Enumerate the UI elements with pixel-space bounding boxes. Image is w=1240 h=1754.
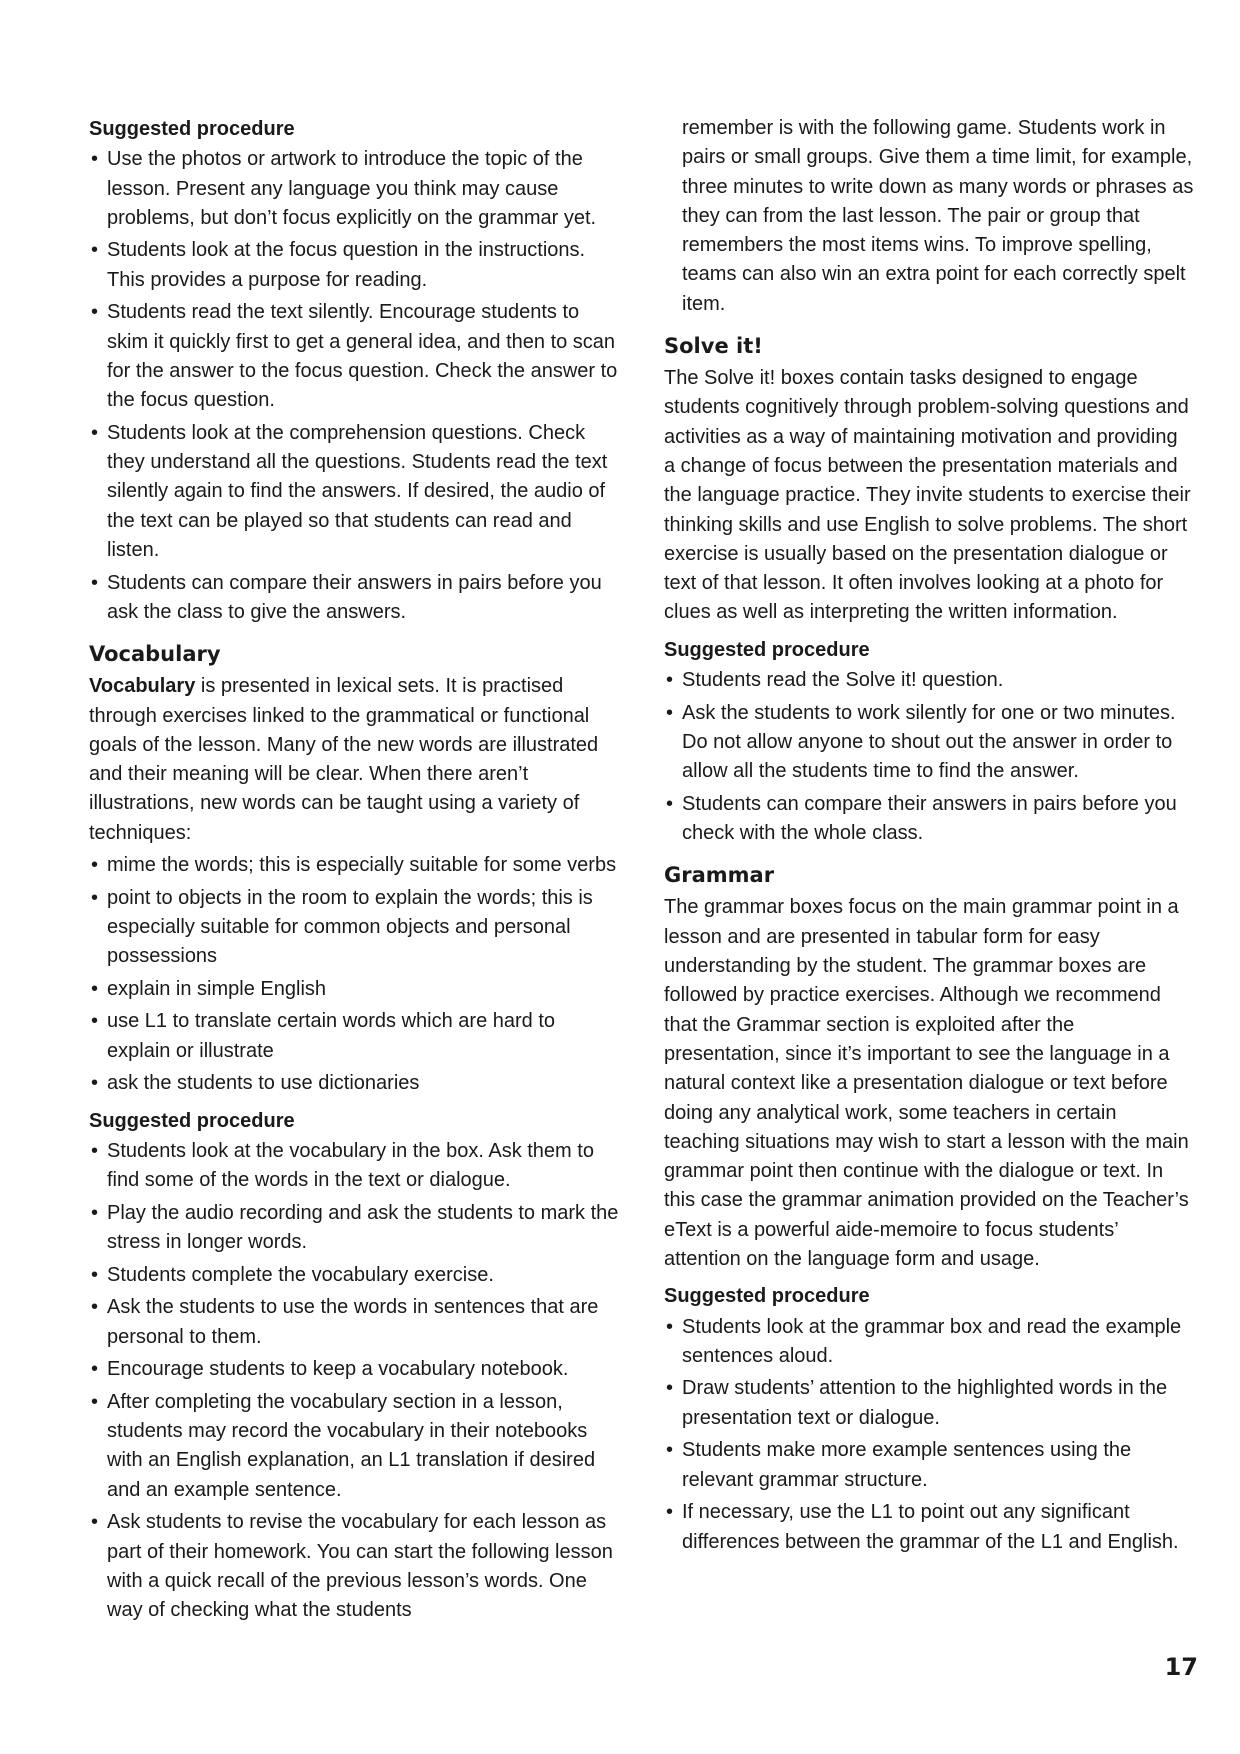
solve-it-heading: Solve it!	[664, 334, 763, 359]
grammar-paragraph: The grammar boxes focus on the main grammar point in a lesson and are presented in tabular form for easy understanding by the student. The grammar boxes are followed by practice exercises. Although we recommend that the Grammar section is exploited after the presentation, since it’s important to see the language in a natural context like a presentation dialogue or text before doing any analytical work, some teachers in certain teaching situations may wish to start a lesson with the main grammar point then continue with the dialogue or text. In this case the grammar animation provided on the Teacher’s eText is a powerful aide-memoire to focus students’ attention on the language form and usage.	[664, 896, 1189, 1270]
list-item: • Play the audio recording and ask the students to mark the stress in longer words.	[89, 1199, 619, 1258]
list-item: • Students can compare their answers in pairs before you check with the whole class.	[664, 790, 1194, 849]
vocabulary-procedure-list	[89, 1137, 619, 1626]
list-item: • Students look at the focus question in the instructions. This provides a purpose for reading.	[89, 236, 619, 295]
solve-it-procedure-list	[664, 666, 1194, 848]
list-item: • Students look at the grammar box and read the example sentences aloud.	[664, 1313, 1194, 1372]
solve-it-paragraph: The Solve it! boxes contain tasks designed to engage students cognitively through problem-solving questions and activities as a way of maintaining motivation and providing a change of focus between the presentation materials and the language practice. They invite students to exercise their thinking skills and use English to solve problems. The short exercise is usually based on the presentation dialogue or text of that lesson. It often involves looking at a photo for clues as well as interpreting the written information.	[664, 367, 1191, 624]
vocabulary-heading: Vocabulary	[89, 642, 221, 667]
vocabulary-techniques-list	[89, 851, 619, 1099]
list-item: • Encourage students to keep a vocabulary notebook.	[89, 1355, 619, 1384]
right-column	[664, 114, 1194, 1560]
procedure-heading: Suggested procedure	[664, 638, 870, 661]
list-item: • Students look at the comprehension questions. Check they understand all the questions. Students read the text silently again to find the answers. If desired, the audio of the text can be played so that students can read and listen.	[89, 419, 619, 565]
list-item: • Students make more example sentences using the relevant grammar structure.	[664, 1436, 1194, 1495]
list-item: • Use the photos or artwork to introduce the topic of the lesson. Present any language you think may cause problems, but don’t focus explicitly on the grammar yet.	[89, 145, 619, 233]
list-item: • Draw students’ attention to the highlighted words in the presentation text or dialogue.	[664, 1374, 1194, 1433]
list-item: • Students look at the vocabulary in the box. Ask them to find some of the words in the text or dialogue.	[89, 1137, 619, 1196]
vocabulary-paragraph	[89, 672, 619, 848]
list-item: • Ask the students to use the words in sentences that are personal to them.	[89, 1293, 619, 1352]
list-item: • If necessary, use the L1 to point out any significant differences between the grammar of the L1 and English.	[664, 1498, 1194, 1557]
list-item: • Students read the text silently. Encourage students to skim it quickly first to get a general idea, and then to scan for the answer to the focus question. Check the answer to the focus question.	[89, 298, 619, 415]
list-item: • Students complete the vocabulary exercise.	[89, 1261, 619, 1290]
vocabulary-text: is presented in lexical sets. It is practised through exercises linked to the grammatical or functional goals of the lesson. Many of the new words are illustrated and their meaning will be clear. When there aren’t illustrations, new words can be taught using a variety of techniques:	[89, 675, 599, 844]
list-item: • ask the students to use dictionaries	[89, 1069, 619, 1098]
list-item: • explain in simple English	[89, 975, 619, 1004]
procedure-heading: Suggested procedure	[664, 1285, 870, 1308]
procedure-heading: Suggested procedure	[89, 1109, 295, 1132]
grammar-procedure-list	[664, 1313, 1194, 1557]
left-column	[89, 115, 619, 1629]
list-item: • Students can compare their answers in pairs before you ask the class to give the answers.	[89, 569, 619, 628]
list-item: • After completing the vocabulary section in a lesson, students may record the vocabulary in their notebooks with an English explanation, an L1 translation if desired and an example sentence.	[89, 1388, 619, 1505]
list-item: • Ask the students to work silently for one or two minutes. Do not allow anyone to shout out the answer in order to allow all the students time to find the answer.	[664, 699, 1194, 787]
procedure-heading: Suggested procedure	[89, 118, 295, 140]
list-item: • Ask students to revise the vocabulary for each lesson as part of their homework. You can start the following lesson with a quick recall of the previous lesson’s words. One way of checking what the students	[89, 1508, 619, 1625]
list-item: • mime the words; this is especially suitable for some verbs	[89, 851, 619, 880]
grammar-heading: Grammar	[664, 863, 775, 888]
list-item: • use L1 to translate certain words which are hard to explain or illustrate	[89, 1007, 619, 1066]
page-number: 17	[1164, 1653, 1198, 1681]
continued-paragraph: remember is with the following game. Students work in pairs or small groups. Give them a time limit, for example, three minutes to write down as many words or phrases as they can from the last lesson. The pair or group that remembers the most items wins. To improve spelling, teams can also win an extra point for each correctly spelt item.	[682, 117, 1194, 315]
vocabulary-bold-term: Vocabulary	[89, 675, 196, 698]
reading-procedure-list	[89, 145, 619, 627]
list-item: • point to objects in the room to explain the words; this is especially suitable for common objects and personal possessions	[89, 884, 619, 972]
list-item: • Students read the Solve it! question.	[664, 666, 1194, 695]
